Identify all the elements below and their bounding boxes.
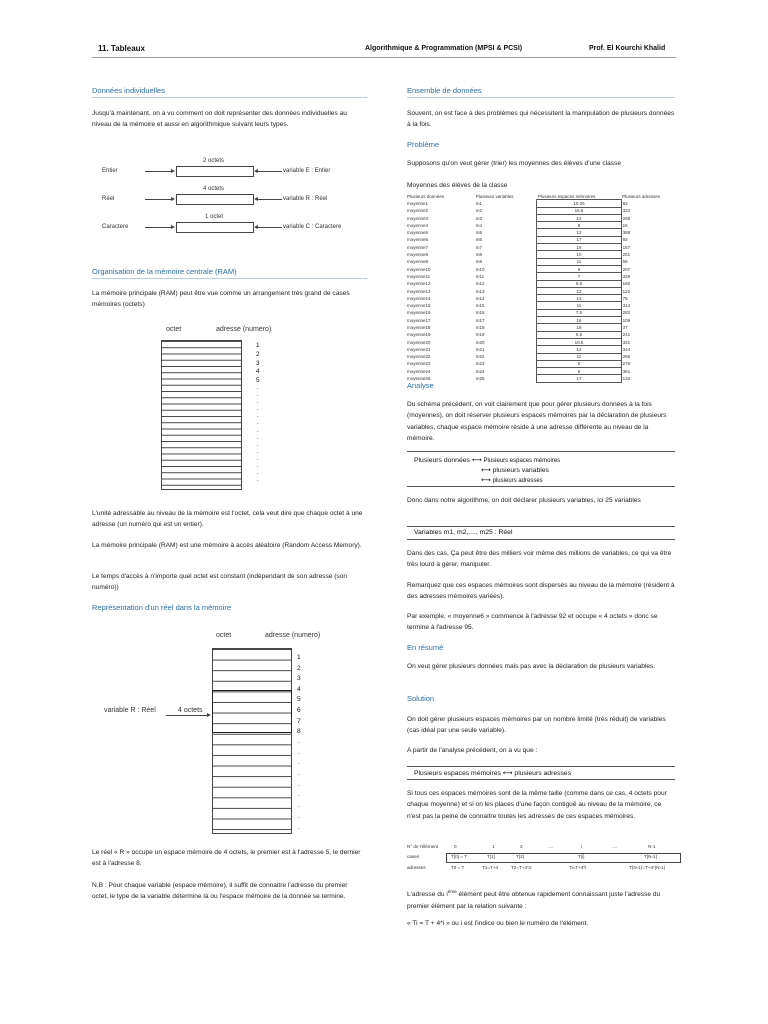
address-header: adresse (numero) — [265, 632, 321, 639]
reel-continuation-dots — [298, 737, 300, 833]
table-cell: moyenne12 — [407, 281, 431, 287]
table-cell: moyenne16 — [407, 310, 431, 316]
section-title: Analyse — [407, 381, 434, 390]
index-cell: T1=T+4 — [482, 865, 499, 870]
table-cell: moyenne25 — [407, 376, 431, 382]
address-number: 8 — [297, 728, 301, 736]
table-cell: 18 — [537, 324, 621, 331]
table-cell: 16 — [537, 244, 621, 251]
summary-box — [407, 451, 675, 487]
table-cell: 13 — [537, 295, 621, 302]
table-row — [406, 295, 676, 302]
dot: . — [298, 803, 300, 810]
section-title: Ensemble de données — [407, 86, 482, 95]
address-number: 5 — [256, 377, 260, 385]
paragraph: L'unité adressable au niveau de la mémoire est l'octet, cela veut dire que chaque octet à une adresse (un numéro qui est un entier). — [92, 510, 363, 529]
header-rule — [92, 57, 676, 58]
size-label: 1 octet — [205, 214, 224, 220]
index-row-label: adresses — [407, 865, 426, 870]
box-line — [414, 456, 560, 464]
table-cell: moyenne7 — [407, 244, 429, 250]
table-cell: moyenne15 — [407, 303, 431, 309]
paragraph: Le réel « R » occupe un espace mémoire de 4 octets, le premier est à l'adresse 5, le dernier est à l'adresse 8. — [92, 849, 361, 868]
reel-address-numbers — [297, 653, 301, 738]
table-cell: moyenne20 — [407, 339, 431, 345]
table-row — [406, 360, 676, 367]
table-row — [406, 229, 676, 236]
paragraph: Si tous ces espaces mémoires sont de la même taille (comme dans ce cas, 4 octets pour chaque moyenne) et si on les places d'une façon contiguë au niveau de la mémoire, ce n'est pas la peine de connaitre toutes les adresses de ces espaces mémoires. — [407, 790, 667, 820]
table-cell: moyenne14 — [407, 295, 431, 301]
arrow — [145, 171, 171, 172]
table-cell: m6 — [475, 237, 483, 243]
table-cell: 11 — [537, 353, 621, 360]
address-number: 2 — [297, 664, 301, 672]
table-cell: moyenne6 — [407, 237, 429, 243]
table-cell: moyenne18 — [407, 324, 431, 330]
table-cell: 12 — [537, 229, 621, 236]
index-cell: T[N-1] — [644, 854, 657, 859]
box-line — [481, 466, 549, 474]
table-row — [406, 236, 676, 243]
box-text: Plusieurs espaces mémoires — [483, 458, 561, 464]
address-number: 4 — [256, 368, 260, 376]
variable-label: variable C : Caractere — [283, 224, 342, 230]
table-row — [406, 200, 676, 207]
table-cell: moyenne21 — [407, 346, 431, 352]
table-cell: moyenne17 — [407, 317, 431, 323]
dot: . — [298, 739, 300, 745]
paragraph — [407, 886, 675, 912]
address-number: 4 — [297, 685, 301, 693]
arrow — [166, 715, 208, 716]
dot: . — [257, 399, 259, 406]
table-cell: 17 — [537, 236, 621, 243]
table-cell: 10 — [537, 251, 621, 258]
table-cell: m12 — [475, 281, 485, 287]
memory-box — [176, 222, 254, 233]
type-label: Réel — [102, 196, 115, 202]
paragraph: Du schéma précédent, on voit clairement que pour gérer plusieurs données à la fois (moyennes), on doit réserver plusieurs espaces mémoires par la déclaration de plusieurs variables, chaque espace mémoire réside à une adresse différente au niveau de la mémoire. — [407, 401, 667, 443]
table-cell: 269 — [622, 215, 631, 221]
table-row — [406, 280, 676, 287]
table-cell: 12 — [537, 287, 621, 294]
index-cell: T[2] — [516, 854, 524, 859]
arrow-head — [171, 169, 175, 173]
table-cell: m19 — [475, 332, 485, 338]
table-cell: m24 — [475, 368, 485, 374]
table-cell: m15 — [475, 303, 485, 309]
table-cell: m22 — [475, 354, 485, 360]
type-label: Caractere — [102, 224, 129, 230]
table-cell: m1 — [475, 200, 483, 206]
table-cell: moyenne3 — [407, 215, 429, 221]
table-cell: moyenne23 — [407, 361, 431, 367]
size-label: 4 octets — [203, 186, 225, 192]
paragraph: Donc dans notre algorithme, on doit déclarer plusieurs variables, ici 25 variables — [407, 497, 641, 504]
table-cell: moyenne19 — [407, 332, 431, 338]
table-cell: 314 — [622, 303, 631, 309]
table-cell: 17 — [537, 375, 621, 382]
table-row — [406, 207, 676, 214]
table-cell: m3 — [475, 215, 483, 221]
formula: « Ti = T + 4*i » ou i est l'indice ou bien le numéro de l'élément. — [407, 920, 589, 927]
table-cell: 92 — [622, 237, 628, 243]
section-rule — [92, 278, 367, 279]
index-cell: 2 — [520, 844, 523, 849]
paragraph-text: L'adresse du i — [407, 891, 448, 899]
memory-box — [176, 166, 254, 177]
table-cell: m11 — [475, 273, 485, 279]
table-row — [406, 338, 676, 345]
paragraph: Le temps d'accès à n'importe quel octet est constant (indépendant de son adresse (son numéro)) — [92, 573, 348, 592]
table-cell: m8 — [475, 252, 483, 258]
table-header-cell: Plusieurs données — [407, 193, 445, 199]
ram-continuation-dots — [257, 385, 259, 484]
dot: . — [257, 385, 259, 391]
moyennes-table — [406, 193, 676, 383]
table-cell: 15.5 — [537, 207, 621, 214]
variable-label: variable E : Entier — [283, 168, 331, 174]
table-cell: moyenne2 — [407, 208, 429, 214]
table-cell: moyenne13 — [407, 288, 431, 294]
table-cell: 16 — [622, 222, 628, 228]
size-label: 4 octets — [178, 707, 203, 714]
variable-label: variable R : Réel — [283, 196, 328, 202]
octet-header: octet — [216, 632, 232, 639]
table-cell: 37 — [622, 324, 628, 330]
box-text: Variables m1, m2,...., m25 : Réel — [414, 529, 513, 536]
box-text: Plusieurs données — [414, 457, 470, 464]
box-text: Plusieurs espaces mémoires — [414, 770, 501, 777]
ram-address-numbers — [256, 342, 260, 386]
table-cell: m13 — [475, 288, 485, 294]
table-cell: 388 — [622, 230, 631, 236]
table-cell: m23 — [475, 361, 485, 367]
paragraph: La mémoire principale (RAM) peut être vue comme un arrangement très grand de cases mémoires (octets) — [92, 290, 350, 309]
dot: . — [257, 441, 259, 448]
arrow — [258, 171, 282, 172]
table-row — [406, 251, 676, 258]
dot: . — [257, 434, 259, 441]
index-cell: N-1 — [648, 844, 656, 849]
index-table — [407, 844, 679, 874]
table-cell: moyenne11 — [407, 273, 431, 279]
index-cell: 1 — [492, 844, 495, 849]
dot: . — [257, 477, 259, 484]
table-cell: m16 — [475, 310, 485, 316]
table-cell: m7 — [475, 244, 483, 250]
box-text: plusieurs adresses — [492, 478, 543, 484]
octet-header: octet — [166, 326, 182, 333]
address-header: adresse (numero) — [216, 326, 272, 333]
box-line — [481, 476, 543, 484]
section-title: Données individuelles — [92, 86, 165, 95]
table-cell: 5 — [537, 265, 621, 272]
dot: . — [257, 406, 259, 413]
table-row — [406, 222, 676, 229]
table-row — [406, 287, 676, 294]
memory-box — [176, 194, 254, 205]
table-header-cell: Plusieurs adresses — [622, 193, 661, 199]
table-header-cell: Plusieurs espaces mémoires — [537, 193, 596, 199]
chapter-title: 11. Tableaux — [98, 44, 145, 53]
section-title: Solution — [407, 694, 435, 703]
index-cell: T[1] — [487, 854, 495, 859]
table-cell: m9 — [475, 259, 483, 265]
bidirectional-arrow-icon: ⟷ — [502, 769, 513, 777]
size-label: 2 octets — [203, 158, 225, 164]
arrow — [145, 227, 171, 228]
table-cell: 276 — [622, 361, 631, 367]
dot: . — [298, 749, 300, 756]
section-title: Organisation de la mémoire centrale (RAM) — [92, 267, 237, 276]
address-number: 6 — [297, 706, 301, 714]
table-cell: 109 — [622, 317, 631, 323]
table-row — [406, 265, 676, 272]
paragraph: Remarquez que ces espaces mémoires sont dispersés au niveau de la mémoire (résident à des adresses mémoires variées). — [407, 582, 675, 601]
bidirectional-arrow-icon: ⟷ — [481, 466, 491, 474]
table-cell: moyenne9 — [407, 259, 429, 265]
section-rule — [407, 97, 675, 98]
table-row — [406, 346, 676, 353]
dot: . — [257, 448, 259, 455]
table-row — [406, 309, 676, 316]
dot: . — [257, 413, 259, 420]
table-cell: 11 — [537, 302, 621, 309]
paragraph: Dans des cas, Ça peut être des milliers voir même des millions de variables, ce qui va être très lourd à gérer, manipuler. — [407, 550, 672, 569]
table-cell: m25 — [475, 376, 485, 382]
table-row — [406, 324, 676, 331]
paragraph: La mémoire principale (RAM) est une mémoire à accès aléatoire (Random Access Memory). — [92, 542, 362, 549]
index-cell: .... — [548, 844, 554, 849]
table-header-row — [406, 193, 676, 200]
dot: . — [257, 392, 259, 399]
paragraph: Par exemple, « moyenne6 » commence à l'adresse 92 et occupe « 4 octets » donc se termine à l'adresse 95. — [407, 613, 658, 632]
table-cell: 321 — [622, 339, 631, 345]
table-cell: moyenne22 — [407, 354, 431, 360]
table-cell: 12 — [537, 346, 621, 353]
table-cell: 329 — [622, 273, 631, 279]
table-cell: 16 — [537, 317, 621, 324]
dot: . — [298, 760, 300, 767]
table-cell: 5.5 — [537, 331, 621, 338]
reel-highlight-box — [212, 690, 292, 733]
table-cell: 92 — [622, 200, 628, 206]
index-cell: T[i] — [578, 854, 585, 859]
box-text: plusieurs adresses — [514, 770, 572, 777]
table-row — [406, 368, 676, 375]
ram-grid — [161, 340, 242, 490]
index-cell: i — [581, 844, 583, 849]
table-cell: moyenne8 — [407, 252, 429, 258]
table-cell: m10 — [475, 266, 485, 272]
table-cell: 75 — [622, 295, 628, 301]
index-row-label: cases — [407, 854, 420, 859]
bidirectional-arrow-icon: ⟷ — [481, 476, 491, 484]
section-title: Représentation d'un réel dans la mémoire — [92, 603, 232, 612]
table-cell: m17 — [475, 317, 485, 323]
table-cell: 7.5 — [537, 309, 621, 316]
arrow-head — [207, 713, 211, 717]
box-line — [414, 769, 571, 777]
table-cell: 8 — [537, 222, 621, 229]
index-cell: T0 = T — [451, 865, 465, 870]
index-cell: Ti=T+4*i — [569, 865, 587, 870]
dot: . — [257, 420, 259, 427]
table-row — [406, 258, 676, 265]
index-cell: T(N-1)=T+4*(N-1) — [629, 865, 666, 870]
paragraph: A partir de l'analyse précédent, on a vu que : — [407, 747, 538, 754]
table-cell: 157 — [622, 244, 631, 250]
solution-box — [407, 766, 675, 780]
dot: . — [298, 824, 300, 831]
superscript: ème — [447, 889, 457, 894]
dot: . — [257, 455, 259, 462]
table-title: Moyennes des élèves de la classe — [407, 182, 508, 189]
index-cell: .... — [612, 844, 618, 849]
table-row — [406, 273, 676, 280]
table-cell: 282 — [622, 310, 631, 316]
table-cell: 56 — [622, 259, 628, 265]
table-row — [406, 214, 676, 221]
table-row — [406, 244, 676, 251]
paragraph: Supposons qu'on veut gérer (trier) les moyennes des élèves d'une classe — [407, 160, 622, 167]
section-title: En résumé — [407, 643, 444, 652]
address-number: 2 — [256, 350, 260, 358]
table-cell: 5 — [537, 360, 621, 367]
dot: . — [298, 781, 300, 788]
address-number: 5 — [297, 696, 301, 704]
arrow — [258, 227, 282, 228]
table-cell: 10.5 — [537, 338, 621, 345]
paragraph-text: élément peut être obtenue rapidement connaissant juste l'adresse du premier élément par la relation suivante : — [407, 891, 661, 910]
table-cell: 322 — [622, 208, 631, 214]
arrow-head — [171, 197, 175, 201]
table-cell: 6 — [537, 368, 621, 375]
address-number: 1 — [297, 654, 301, 661]
table-row — [406, 302, 676, 309]
table-cell: 7 — [537, 273, 621, 280]
index-cell: T2=T+4*2 — [511, 865, 532, 870]
table-cell: moyenne1 — [407, 200, 429, 206]
table-cell: 361 — [622, 368, 631, 374]
bidirectional-arrow-icon: ⟷ — [471, 456, 482, 464]
table-cell: m5 — [475, 230, 483, 236]
table-cell: 5.5 — [537, 280, 621, 287]
table-cell: 251 — [622, 252, 631, 258]
paragraph: Jusqu'à maintenant, on a vu comment on doit représenter des données individuelles au niveau de la mémoire et aussi en algorithmique suivant leurs types. — [92, 110, 347, 129]
table-cell: 241 — [622, 332, 631, 338]
dot: . — [298, 813, 300, 820]
reel-grid — [212, 648, 292, 834]
section-title: Problème — [407, 140, 440, 149]
paragraph: N.B : Pour chaque variable (espace mémoire), il suffit de connaitre l'adresse du premier octet, le type de la variable détermine là ou l'espace mémoire de la donnée se termine. — [92, 882, 348, 901]
section-rule — [92, 97, 367, 98]
address-number: 3 — [297, 675, 301, 683]
table-cell: 266 — [622, 354, 631, 360]
type-label: Entier — [102, 168, 118, 174]
table-row — [406, 353, 676, 360]
table-cell: m20 — [475, 339, 485, 345]
table-cell: 132 — [622, 376, 631, 382]
course-title: Algorithmique & Programmation (MPSI & PCSI) — [365, 45, 523, 52]
table-cell: 344 — [622, 346, 631, 352]
dot: . — [298, 792, 300, 799]
table-cell: 160 — [622, 281, 631, 287]
paragraph: Souvent, on est face à des problèmes qui nécessitent la manipulation de plusieurs données à la fois. — [407, 110, 675, 129]
index-row-label: N° de l'élément — [407, 844, 439, 849]
declaration-box — [407, 526, 675, 540]
arrow — [258, 199, 282, 200]
table-cell: moyenne5 — [407, 230, 429, 236]
paragraph: On doit gérer plusieurs espaces mémoires par un nombre limité (très réduit) de variables (cas idéal par une seule variable). — [407, 716, 666, 735]
arrow — [145, 199, 171, 200]
index-cell: 0 — [454, 844, 457, 849]
table-cell: m14 — [475, 295, 485, 301]
table-row — [406, 331, 676, 338]
variable-label: variable R : Réel — [104, 707, 156, 714]
table-cell: 122 — [622, 288, 631, 294]
index-cell: T[0] = T — [451, 854, 467, 859]
author-name: Prof. El Kourchi Khalid — [589, 45, 666, 52]
table-header-cell: Plusieurs variables — [475, 193, 514, 199]
table-cell: moyenne10 — [407, 266, 431, 272]
table-row — [406, 375, 676, 382]
table-cell: 11 — [537, 258, 621, 265]
table-cell: moyenne24 — [407, 368, 431, 374]
table-cell: 10.25 — [537, 200, 621, 207]
address-number: 7 — [297, 717, 301, 725]
table-cell: m2 — [475, 208, 483, 214]
table-cell: m4 — [475, 222, 483, 228]
arrow-head — [171, 225, 175, 229]
dot: . — [257, 470, 259, 477]
table-cell: 12 — [537, 214, 621, 221]
dot: . — [257, 463, 259, 470]
table-cell: m21 — [475, 346, 485, 352]
table-cell: 207 — [622, 266, 631, 272]
paragraph: On veut gérer plusieurs données mais pas avec la déclaration de plusieurs variables. — [407, 663, 656, 670]
address-number: 1 — [256, 342, 260, 349]
table-cell: m18 — [475, 324, 485, 330]
table-row — [406, 317, 676, 324]
dot: . — [257, 427, 259, 434]
table-cell: moyenne4 — [407, 222, 429, 228]
box-text: plusieurs variables — [492, 467, 549, 474]
dot: . — [298, 771, 300, 778]
address-number: 3 — [256, 359, 260, 367]
